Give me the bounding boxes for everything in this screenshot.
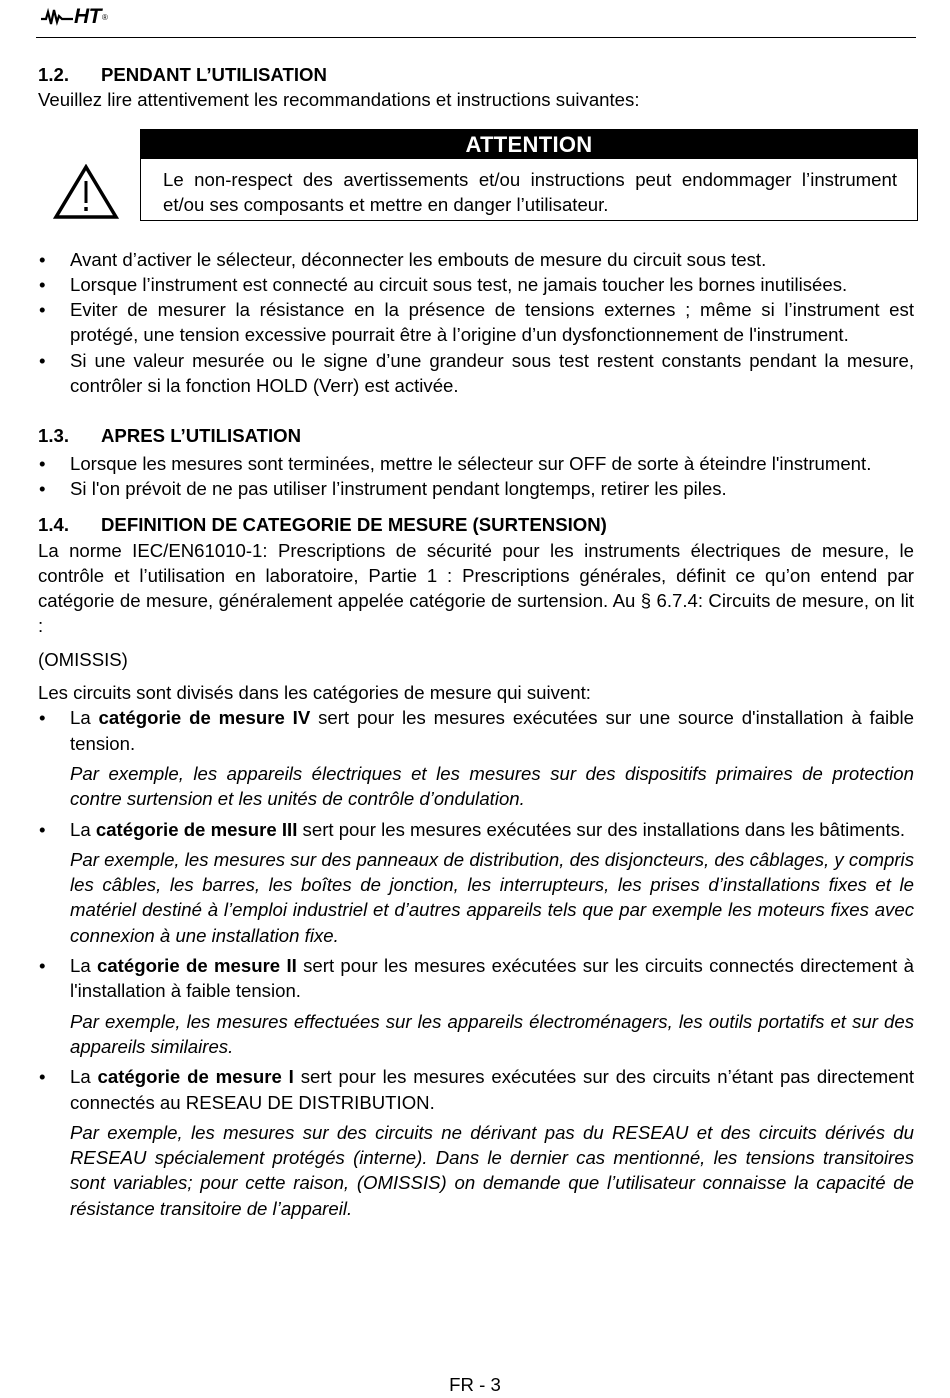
category-text: La (70, 818, 96, 840)
category-text: La (70, 1066, 98, 1088)
bullet-marker: • (39, 248, 46, 270)
bullet-marker: • (39, 955, 46, 977)
list-item-text: Lorsque l’instrument est connecté au circuit sous test, ne jamais toucher les bornes inutilisées. (70, 273, 848, 295)
section-heading-1-4 (38, 512, 914, 537)
list-item-text: Eviter de mesurer la résistance en la présence de tensions externes ; même si l’instrument est protégé, une tension excessive pourrait être à l’origine d’un dysfonctionnement de l'instrument. (70, 299, 914, 346)
omissis-text: (OMISSIS) (38, 648, 128, 670)
warning-triangle-icon (53, 164, 119, 220)
list-item (38, 348, 914, 399)
category-name: catégorie de mesure I (97, 1066, 294, 1088)
measurement-category-list (38, 705, 914, 1221)
attention-block (38, 129, 914, 233)
list-item (38, 297, 914, 348)
section-heading-1-3 (38, 423, 914, 448)
category-name: catégorie de mesure IV (98, 707, 311, 729)
category-text: La (70, 955, 97, 977)
section-number: 1.2. (38, 64, 70, 85)
category-name: catégorie de mesure II (97, 955, 297, 977)
attention-box (140, 129, 918, 221)
list-item-text: Avant d’activer le sélecteur, déconnecter les embouts de mesure du circuit sous test. (70, 248, 767, 270)
after-use-bullet-list (38, 451, 914, 502)
category-item-iv (38, 705, 914, 811)
category-example: Par exemple, les appareils électriques et les mesures sur des dispositifs primaires de protection contre surtension et les unités de contrôle d’ondulation. (70, 762, 914, 810)
attention-text: Le non-respect des avertissements et/ou instructions peut endommager l’instrument et/ou ses composants et mettre en danger l’utilisateur. (163, 168, 897, 215)
page-number: FR - 3 (449, 1374, 501, 1395)
category-item-iii (38, 817, 914, 948)
attention-title: ATTENTION (141, 130, 917, 159)
list-item (38, 476, 914, 501)
list-item-text: Lorsque les mesures sont terminées, mettre le sélecteur sur OFF de sorte à éteindre l'instrument. (70, 452, 872, 474)
category-example: Par exemple, les mesures sur des circuits ne dérivant pas du RESEAU et des circuits dérivés du RESEAU spécialement protégés (interne). Dans le dernier cas mentionné, les tensions transitoires sont variables; pour cette raison, (OMISSIS) on demande que l’utilisateur connaisse la capacité de résistance transitoire de l’appareil. (70, 1121, 914, 1219)
list-item (38, 247, 914, 272)
bullet-marker: • (39, 349, 46, 371)
page-header (36, 0, 916, 38)
section-title: DEFINITION DE CATEGORIE DE MESURE (SURTENSION) (101, 514, 607, 536)
bullet-marker: • (39, 452, 46, 474)
section-title: APRES L’UTILISATION (101, 425, 302, 447)
list-item (38, 272, 914, 297)
section-heading-1-2 (38, 62, 914, 87)
category-name: catégorie de mesure III (95, 818, 298, 840)
bullet-marker: • (39, 273, 46, 295)
bullet-marker: • (39, 1066, 46, 1088)
page-content (38, 62, 914, 1226)
bullet-marker: • (39, 299, 46, 321)
ht-logo (40, 6, 108, 28)
bullet-marker: • (39, 477, 46, 499)
category-example: Par exemple, les mesures sur des panneaux de distribution, des disjoncteurs, des câblages, y compris les câbles, les barres, les boîtes de jonction, les interrupteurs, les prises d’installations fixes et le matériel destiné à l’emploi industriel et d’autres appareils tels que par exemple les moteurs fixes avec connexion à une installation fixe. (70, 848, 914, 946)
section-number: 1.4. (38, 514, 70, 536)
category-text: sert pour les mesures exécutées sur les circuits connectés directement à l'installation à faible tension. (70, 955, 914, 1002)
section-number: 1.3. (38, 425, 70, 447)
bullet-marker: • (39, 707, 46, 729)
category-item-i (38, 1064, 914, 1221)
section-title: PENDANT L’UTILISATION (101, 64, 327, 85)
list-item (38, 451, 914, 476)
category-item-ii (38, 953, 914, 1059)
category-text: sert pour les mesures exécutées sur des circuits n’étant pas directement connectés au RESEAU DE DISTRIBUTION. (70, 1066, 914, 1113)
category-text: La (70, 707, 99, 729)
section-intro: Veuillez lire attentivement les recommandations et instructions suivantes: (38, 89, 640, 111)
categories-lead: Les circuits sont divisés dans les catégories de mesure qui suivent: (38, 682, 591, 704)
category-text: sert pour les mesures exécutées sur une source d'installation à faible tension. (70, 707, 914, 754)
category-example: Par exemple, les mesures effectuées sur les appareils électroménagers, les outils portatifs et sur des appareils similaires. (70, 1010, 914, 1057)
registered-mark: ® (102, 12, 108, 22)
waveform-icon (40, 7, 74, 27)
category-text: sert pour les mesures exécutées sur des installations dans les bâtiments. (297, 818, 906, 840)
bullet-marker: • (39, 818, 46, 840)
usage-bullet-list (38, 247, 914, 399)
logo-text: HT (74, 5, 101, 28)
section-intro: La norme IEC/EN61010-1: Prescriptions de sécurité pour les instruments électriques de mesure, le contrôle et l’utilisation en laboratoire, Partie 1 : Prescriptions générales, définit ce qu’on entend par catégorie de mesure, généralement appelée catégorie de surtension. Au § 6.7.4: Circuits de mesure, on lit : (38, 539, 914, 637)
list-item-text: Si une valeur mesurée ou le signe d’une grandeur sous test restent constants pendant la mesure, contrôler si la fonction HOLD (Verr) est activée. (70, 349, 914, 397)
list-item-text: Si l'on prévoit de ne pas utiliser l’instrument pendant longtemps, retirer les piles. (70, 477, 727, 499)
